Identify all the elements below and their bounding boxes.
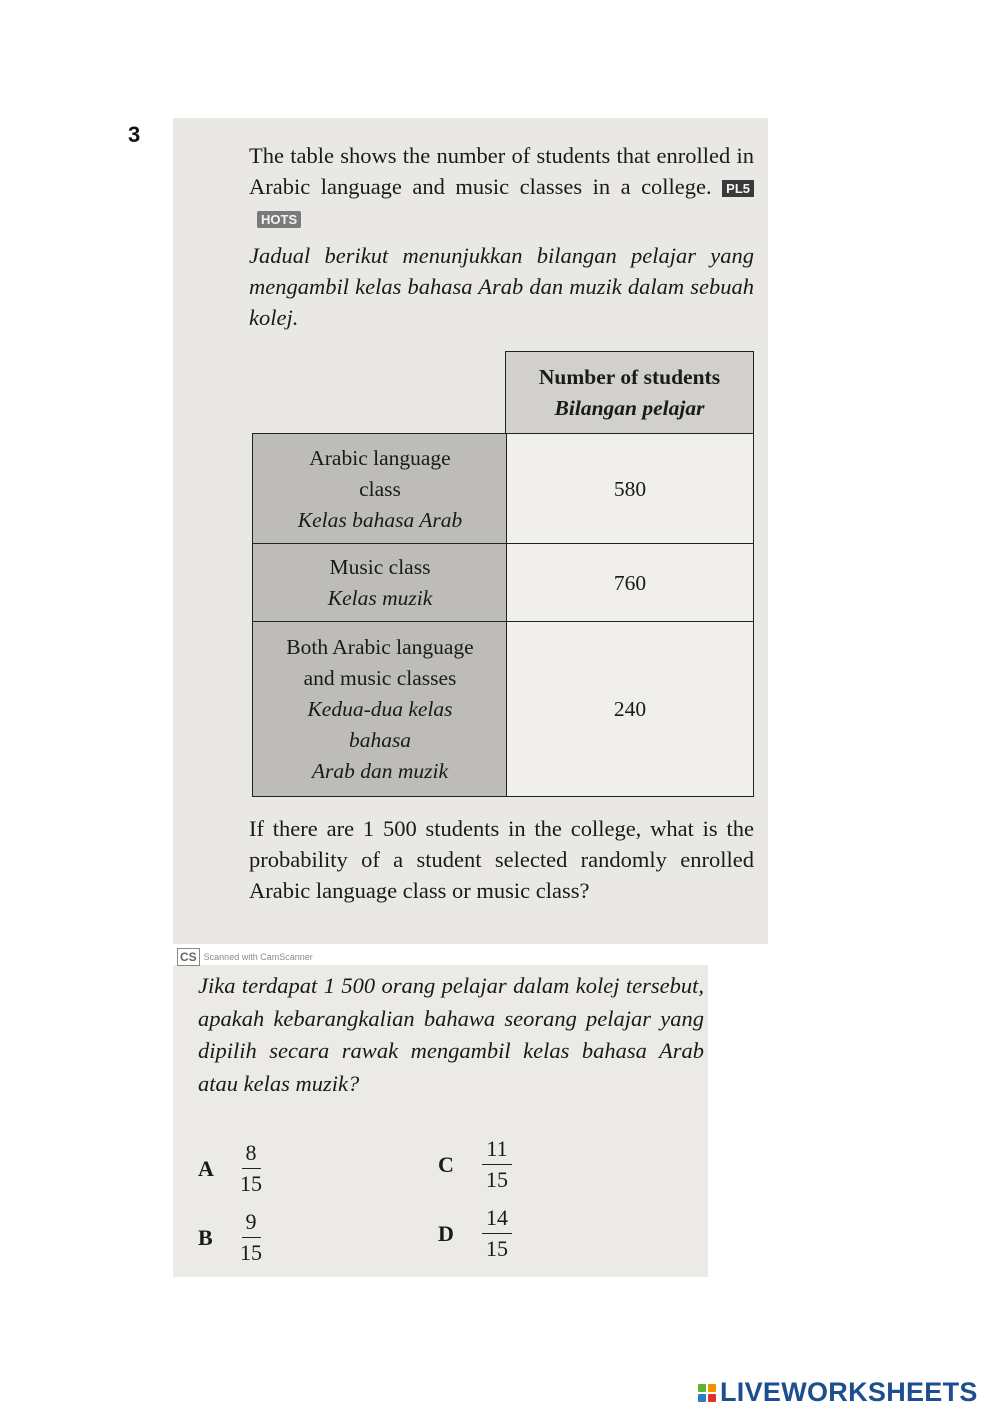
question-english: If there are 1 500 students in the college, what is the probability of a student selected randomly enrolled Arabic language class or music class? (249, 816, 754, 903)
option-letter: C (438, 1151, 454, 1177)
row-value-music: 760 (506, 543, 754, 623)
row-value-both: 240 (506, 621, 754, 797)
label-ms-line: bahasa (348, 727, 412, 752)
label-ms-line: Arab dan muzik (311, 758, 449, 783)
fraction-numerator: 8 (242, 1140, 261, 1169)
fraction-denominator: 15 (240, 1240, 262, 1265)
option-a[interactable] (198, 1140, 266, 1197)
option-fraction (482, 1205, 512, 1262)
option-c[interactable] (438, 1136, 512, 1193)
camscanner-text: Scanned with CamScanner (203, 952, 313, 962)
row-value-arabic: 580 (506, 433, 754, 545)
label-ms-line: Kelas bahasa Arab (297, 507, 463, 532)
row-label-music (252, 543, 508, 623)
table-header-cell (505, 351, 754, 434)
fraction-numerator: 11 (482, 1136, 511, 1165)
option-fraction (236, 1140, 266, 1197)
liveworksheets-brand-text: LIVEWORKSHEETS (720, 1377, 978, 1407)
option-fraction (236, 1209, 266, 1266)
label-en-line: class (359, 476, 401, 501)
row-label-both (252, 621, 508, 797)
fraction-denominator: 15 (240, 1171, 262, 1196)
fraction-denominator: 15 (486, 1167, 508, 1192)
question-malay: Jika terdapat 1 500 orang pelajar dalam kolej tersebut, apakah kebarangkalian bahawa seorang pelajar yang dipilih secara rawak mengambil kelas bahasa Arab atau kelas muzik? (198, 973, 704, 1096)
label-en-line: Arabic language (309, 445, 451, 470)
option-fraction (482, 1136, 512, 1193)
camscanner-watermark (177, 948, 313, 966)
students-table (252, 351, 754, 797)
fraction-numerator: 14 (482, 1205, 512, 1234)
label-ms-line: Kedua-dua kelas (307, 696, 453, 721)
label-en-line: Music class (329, 555, 431, 579)
label-ms-line: Kelas muzik (327, 586, 433, 610)
camscanner-logo-icon: CS (177, 948, 200, 966)
intro-malay: Jadual berikut menunjukkan bilangan pelajar yang mengambil kelas bahasa Arab dan muzik dalam sebuah kolej. (249, 243, 754, 330)
label-en-line: Both Arabic language (286, 634, 474, 659)
intro-english (249, 140, 754, 233)
liveworksheets-grid-icon (698, 1384, 716, 1402)
option-letter: B (198, 1224, 213, 1250)
question-number: 3 (128, 122, 141, 147)
row-label-arabic (252, 433, 508, 545)
hots-badge: HOTS (257, 211, 301, 228)
pl5-badge: PL5 (722, 180, 754, 197)
label-en-line: and music classes (303, 665, 457, 690)
fraction-denominator: 15 (486, 1236, 508, 1261)
option-letter: D (438, 1220, 454, 1246)
fraction-numerator: 9 (242, 1209, 261, 1238)
option-b[interactable] (198, 1209, 266, 1266)
option-d[interactable] (438, 1205, 512, 1262)
option-letter: A (198, 1155, 214, 1181)
liveworksheets-logo[interactable] (698, 1377, 978, 1408)
header-english: Number of students (538, 364, 721, 389)
intro-english-text: The table shows the number of students that enrolled in Arabic language and music classes in a college. (249, 143, 754, 199)
header-malay: Bilangan pelajar (554, 395, 705, 420)
